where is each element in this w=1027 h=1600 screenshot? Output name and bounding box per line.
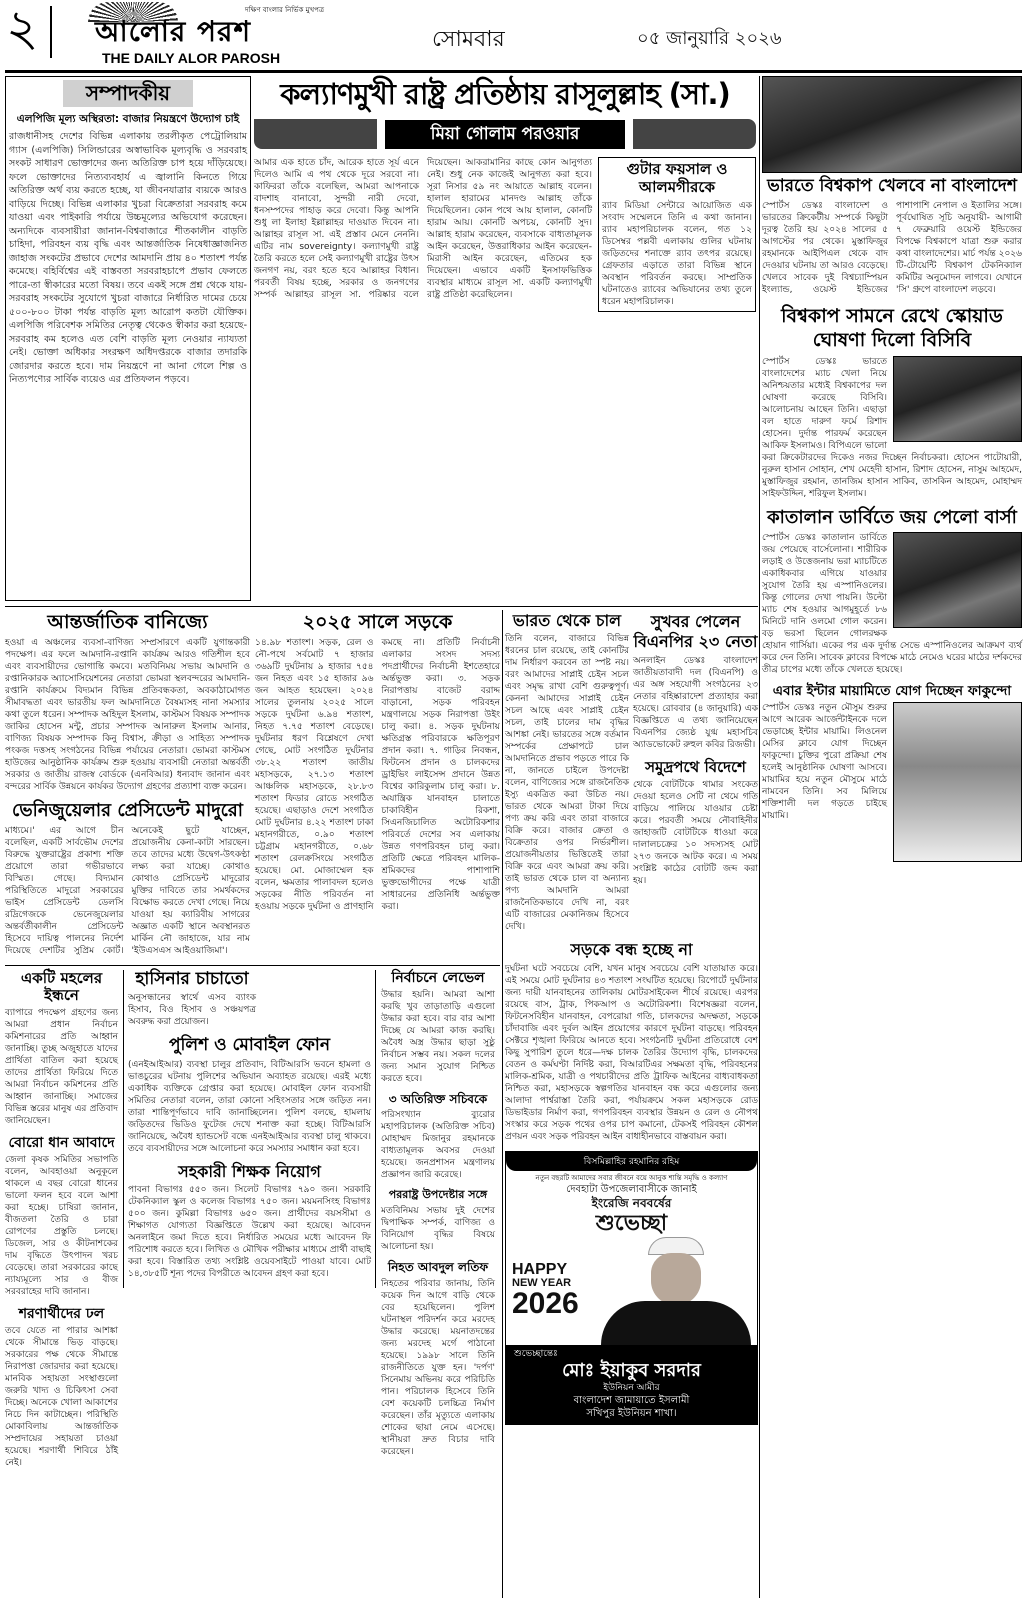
bnp-body: অনলাইন ডেস্কঃ বাংলাদেশ জাতীয়তাবাদী দল (বিএনপি) ও এর অঙ্গ সহযোগী সংগঠনের ২৩ নেতার বহিষ্কারাদেশ প্রত্যাহার করা হয়েছে। রোববার (৪ জানুয়ারি) এক বিজ্ঞপ্তিতে এ তথ্য জানিয়েছেন বিএনপির জ্যেষ্ঠ যুগ্ম মহাসচিব অ্যাডভোকেট রুহুল কবির রিজভী। [633,656,758,750]
ad-line3: ইংরেজি নববর্ষের [591,1195,672,1210]
sports-headline-3: কাতালান ডার্বিতে জয় পেলো বার্সা [767,506,1017,528]
inset-headline: গুটার ফয়সাল ও আলমগীরকে [626,160,728,196]
moholer-body: ব্যাপারে পদক্ষেপ গ্রহণের জন্য আমরা প্রধান নির্বাচন কমিশনারের প্রতি আহ্বান জানাচ্ছি। তুচ্ছ অজুহাতে যাদের প্রার্থিতা বাতিল করা হয়েছে তাদের প্রার্থিতা ফিরিয়ে দিতে আমরা নির্বাচন কমিশনের প্রতি আহ্বান জানাচ্ছি। সমাজের বিভিন্ন স্তরের মানুষ এর প্রতিবাদ জানিয়েছেন। [5,1008,118,1127]
editorial-box [5,76,251,601]
main-article [254,78,756,312]
badge-happy: HAPPY [512,1261,568,1279]
sports-body-2: স্পোর্টস ডেস্কঃ ভারতে বাংলাদেশের ম্যাচ খেলা নিয়ে অনিশ্চয়তার মধ্যেই বিশ্বকাপের দল ঘোষণা করেছে বিসিবি। আলোচনায় আছেন তিনি। এছাড়া বল হাতে দারুণ ফর্মে রিশাদ হোসেন। দুর্দান্ত পারফর্ম করেছেন আকিফ ইসলামও। বিপিএলে ভালো করা ক্রিকেটারদের দিকেও নজর দিচ্ছেন নির্বাচকরা। হোসেন পাটোয়ারী, নুরুল হাসান সোহান, শেখ মেহেদী হাসান, রিশাদ হোসেন, নাসুম আহমেদ, মুস্তাফিজুর রহমান, তানজিম হাসান সাকিব, তাসকিন আহমেদ, মোহাম্মদ সাইফউদ্দিন, শরিফুল ইসলাম। [762,356,1022,499]
editorial-body: রাজধানীসহ দেশের বিভিন্ন এলাকায় তরলীকৃত পেট্রোলিয়াম গ্যাস (এলপিজি) সিলিন্ডারের অস্বাভাবিক মূল্যবৃদ্ধি ও সরবরাহ সংকট সাধারণ ভোক্তাদের জন্য অতিরিক্ত চাপ হয়ে দাঁড়িয়েছে। ফলে ভোক্তাদের নিত্যব্যবহার্য এ জ্বালানি কিনতে গিয়ে অতিরিক্ত অর্থ ব্যয় করতে হচ্ছে, যা জীবনযাত্রার ব্যয়কে আরও বাড়িয়ে দিচ্ছে। বিভিন্ন এলাকার খুচরা বিক্রেতারা সরবরাহ কমে যাওয়া এবং পাইকারি পর্যায়ে উচ্চমূল্যের অভিযোগ করেছেন। অন্যদিকে ব্যবসায়ীরা জানান-বিশ্ববাজারে শীতকালীন বাড়তি চাহিদা, পরিবহন ব্যয় বৃদ্ধি এবং আন্তর্জাতিক নিষেধাজ্ঞাজনিত জাহাজ সংকটের প্রভাবে দেশের আমদানি প্রায় ৪০ শতাংশ পর্যন্ত কমেছে। বহির্বিশ্বের এই বাস্তবতা সরবরাহচাপে প্রভাব ফেলতে পারে-তা স্বীকারের মতো বিষয়। তবে একই সঙ্গে প্রশ্ন থেকে যায়-সরবরাহ সংকটের সুযোগে খুচরা বাজারে নির্ধারিত দামের চেয়ে ৫০০-৮০০ টাকা পর্যন্ত বাড়তি মূল্য আরোপ কতটা যৌক্তিক। এলপিজি পরিবেশক সমিতির নেতৃত্ব থেকেও স্বীকার করা হয়েছে-সরবরাহ কম হলেও এত বেশি বাড়তি মূল্য নেওয়ার ন্যায্যতা নেই। ভোক্তা অধিকার সংরক্ষণ অধিদপ্তরকে বাজার তদারকি জোরদার করতে হবে। দাম নিয়ন্ত্রণে না আনা গেলে শিল্প ও নিত্যপণ্যের সার্বিক ব্যয়েও এর প্রতিফলন পড়বে। [9,131,247,386]
hasina-headline: হাসিনার চাচাতো [135,968,249,989]
lower-left-area [5,612,500,1477]
date: ০৫ জানুয়ারি ২০২৬ [637,28,782,49]
cricket-photo [762,76,1022,173]
ad-footer [506,1345,757,1424]
ad-line1: নতুন বছরটি আমাদের সবার জীবনে বয়ে আনুক শান্তি সমৃদ্ধি ও কল্যাণ [535,1173,728,1182]
teacher-body: পাবনা বিভাগঃ ৫৫০ জন। সিলেট বিভাগঃ ৭৯০ জন। সরকারি টেকনিক্যাল স্কুল ও কলেজ বিভাগঃ ৭৫০ জন। ময়মনসিংহ বিভাগঃ ৫০০ জন। কুমিল্লা বিভাগঃ ৬৫০ জন। প্রার্থীদের বয়সসীমা ও শিক্ষাগত যোগ্যতা বিজ্ঞপ্তিতে উল্লেখ করা হয়েছে। আবেদন অনলাইনে জমা দিতে হবে। নির্ধারিত সময়ের মধ্যে আবেদন ফি পরিশোধ করতে হবে। লিখিত ও মৌখিক পরীক্ষার মাধ্যমে প্রার্থী বাছাই করা হবে। বিস্তারিত তথ্য সংশ্লিষ্ট ওয়েবসাইটে পাওয়া যাবে। মোট ১৪,৩৮৫টি শূন্য পদের বিপরীতে আবেদন গ্রহণ করা হবে। [128,1185,371,1280]
tagline: দক্ষিণ বাংলার নির্ভিক মুখপত্র [245,6,324,14]
foreign-headline: পররাষ্ট্র উপদেষ্টার সঙ্গে [388,1188,488,1202]
foreign-body: মতবিনিময় সভায় দুই দেশের দ্বিপাক্ষিক সম্পর্ক, বাণিজ্য ও বিনিয়োগ বৃদ্ধির বিষয়ে আলোচনা হয়। [381,1206,495,1253]
ad-branch: সখিপুর ইউনিয়ন শাখা। [586,1407,677,1419]
venezuela-headline: ভেনিজুয়েলার প্রেসিডেন্ট মাদুরো [11,799,244,821]
latif-headline: নিহত আবদুল লতিফ [387,1260,489,1275]
rice-headline: ভারত থেকে চাল [512,611,622,630]
sports-body-4: স্পোর্টস ডেস্কঃ নতুন মৌসুম শুরুর আগে আরেক আর্জেন্টাইনকে দলে ভেড়াচ্ছে ইন্টার মায়ামি। লিওনেল মেসির ক্লাবে যোগ দিচ্ছেন ফাকুন্দো। চুক্তির পুরো প্রক্রিয়া শেষ হলেই আনুষ্ঠানিক ঘোষণা আসবে। মায়ামির হয়ে নতুন মৌসুমে মাঠে নামবেন তিনি। সব মিলিয়ে শক্তিশালী দল গড়তে চাইছে মায়ামি। [762,703,887,822]
venezuela-body: মাধ্যমে।' এর আগে চীন বলেছিল, একটি সার্বভৌম দেশের বিরুদ্ধে যুক্তরাষ্ট্রের প্রকাশ্য শক্তি প্রয়োগে তারা গভীরভাবে বিস্মিত। গেছে। বিদ্যমান পরিস্থিতিতে মাদুরো সরকারের ভাইস প্রেসিডেন্ট ডেলসি রদ্রিগেজকে ভেনেজুয়েলার অন্তর্বর্তীকালীন প্রেসিডেন্ট হিসেবে দায়িত্ব পালনের নির্দেশ দিয়েছে দেশটির সুপ্রিম কোর্ট। অনেকেই ছুটে যাচ্ছেন, প্রয়োজনীয় কেনা-কাটা সারছেন। তবে তাদের মধ্যে উদ্বেগ-উৎকণ্ঠা লক্ষ্য করা যাচ্ছে। কোথাও কোথাও প্রেসিডেন্ট মাদুরোর মুক্তির দাবিতে তার সমর্থকদের বিক্ষোভ করতে দেখা গেছে। নিয়ে যাওয়া হয় ক্যারিবীয় সাগরের অজ্ঞাত একটি স্থানে অবস্থানরত মার্কিন নৌ জাহাজে, যার নাম 'ইউএসএস আইওয়াজিমা'। [5,825,250,956]
police-body: (এনইআইআর) ব্যবস্থা চালুর প্রতিবাদ, বিটিআরসি ভবনে হামলা ও ভাঙচুরের ঘটনায় পুলিশের অভিযান অব্যাহত রয়েছে। এরই মধ্যে একাধিক ব্যক্তিকে গ্রেপ্তার করা হয়েছে। মোবাইল ফোন ব্যবসায়ী সমিতির নেতারা বলেন, তারা কোনো সহিংসতার সঙ্গে জড়িত নন। তারা শান্তিপূর্ণভাবে দাবি জানাচ্ছিলেন। পুলিশ বলছে, হামলায় জড়িতদের ভিডিও ফুটেজ দেখে শনাক্ত করা হচ্ছে। বিটিআরসি জানিয়েছে, অবৈধ হ্যান্ডসেট বন্ধে এনইআইআর ব্যবস্থা চালু থাকবে। তবে ব্যবসায়ীদের সঙ্গে আলোচনা করে সমস্যার সমাধান করা হবে। [128,1059,371,1154]
road-headline: ২০২৫ সালে সড়কে [302,611,453,633]
football-photo [893,532,1022,628]
ad-line4: শুভেচ্ছা [595,1210,668,1236]
level-headline: নির্বাচনে লেভেল [391,969,485,986]
ad-role: ইউনিয়ন আমীর [603,1382,660,1393]
inset-body: র‍্যাব মিডিয়া সেন্টারে আয়োজিত এক সংবাদ সম্মেলনে তিনি এ কথা জানান। র‍্যাব মহাপরিচালক বলেন, গত ১২ ডিসেম্বর পল্লবী এলাকায় গুলির ঘটনায় জড়িতদের শনাক্তে র‍্যাব তৎপর রয়েছে। গ্রেফতার এড়াতে তারা বিভিন্ন স্থানে অবস্থান পরিবর্তন করছে। সাম্প্রতিক ঘটনাতেও র‍্যাবের অভিযানের তথ্য তুলে ধরেন মহাপরিচালক। [602,200,752,307]
weekday: সোমবার [432,27,505,52]
page-number: ২ [6,0,39,57]
ad-bismillah: বিসমিল্লাহির রহমানির রহিম [506,1152,757,1171]
road2-body: দুর্ঘটনা ঘটে সবচেয়ে বেশি, যখন মানুষ সবচেয়ে বেশি যাতায়াত করে। এই সময়ে মোট দুর্ঘটনার ৪৩ শতাংশ সংঘটিত হয়েছে। রিপোর্টে দুর্ঘটনার জন্য দায়ী যানবাহনের তালিকায় মোটরসাইকেল শীর্ষে রয়েছে। এরপর রয়েছে বাস, ট্রাক, পিকআপ ও অটোরিকশা। বিশেষজ্ঞরা বলেন, ফিটনেসবিহীন যানবাহন, বেপরোয়া গতি, চালকদের অদক্ষতা, সড়কে চাঁদাবাজি এবং দুর্বল আইন প্রয়োগের কারণে দুর্ঘটনা বাড়ছে। পরিবহন সেক্টরে শৃঙ্খলা ফিরিয়ে আনতে হবে। সংগঠনটি দুর্ঘটনা প্রতিরোধে বেশ কিছু সুপারিশ তুলে ধরে—দক্ষ চালক তৈরির উদ্যোগ বৃদ্ধি, চালকদের বেতন ও কর্মঘণ্টা নির্দিষ্ট করা, বিআরটিএর সক্ষমতা বৃদ্ধি, পরিবহনের মালিক-শ্রমিক, যাত্রী ও পথচারীদের প্রতি ট্রাফিক আইনের বাধ্যবাধকতা নিশ্চিত করা, মহাসড়কে স্বল্পগতির যানবাহন বন্ধ করে এগুলোর জন্য আলাদা পার্শ্বরাস্তা তৈরি করা, পর্যায়ক্রমে সকল মহাসড়কে রোড ডিভাইডার নির্মাণ করা, গণপরিবহন ব্যবস্থার উন্নয়ন ও রেল ও নৌপথ সংস্কার করে সড়ক পথের ওপর চাপ কমানো, টেকসই পরিবহন কৌশল প্রণয়ন এবং সড়ক পরিবহন আইন বাধাহীনভাবে বাস্তবায়ন করা। [505,963,758,1142]
main-headline: কল্যাণমুখী রাষ্ট্র প্রতিষ্ঠায় রাসূলুল্লাহ (সা.) [280,77,730,111]
ad-org: বাংলাদেশ জামায়াতে ইসলামী [573,1394,690,1406]
ad-name: মোঃ ইয়াকুব সরদার [562,1359,701,1381]
moholer-headline: একটি মহলের ইন্ধনে [20,968,103,1004]
sports-body-1: স্পোর্টস ডেস্কঃ বাংলাদেশ ও ভারতের ক্রিকেটীয় সম্পর্কে কিছুটা দূরত্ব তৈরি হয় ২০২৪ সালের ৫ আগস্টের পর থেকে। মুস্তাফিজুর রহমানকে আইপিএল থেকে বাদ দেওয়ার ঘটনায় তা আরও বেড়েছে। খেলবে সাবেক দুই বিশ্বচ্যাম্পিয়ন ইংল্যান্ড, ওয়েস্ট ইন্ডিজের পাশাপাশি নেপাল ও ইতালির সঙ্গে। পূর্বঘোষিত সূচি অনুযায়ী- আগামী ৭ ফেব্রুয়ারি ওয়েস্ট ইন্ডিজের বিপক্ষে বিশ্বকাপে যাত্রা শুরু করার কথা বাংলাদেশের। মার্চ পর্যন্ত ২০২৬ টি-টোয়েন্টি বিশ্বকাপ টেকনিক্যাল কমিটির অনুমোদন লাগবে। যেখানে 'সি' গ্রুপে বাংলাদেশ লড়বে। [762,200,1022,295]
road-body: ১৪.৯৮ শতাংশ। সড়ক, রেল ও নৌ-পথে সর্বমোট ৭ হাজার ৩৬৯টি দুর্ঘটনায় ৯ হাজার ৭৫৪ জন নিহত এবং ১৫ হাজার ৯৬ জন আহত হয়েছেন। ২০২৪ সালের তুলনায় ২০২৫ সালে সড়কে দুর্ঘটনা ৬.৯৪ শতাংশ, নিহত ৭.৭৫ শতাংশ বেড়েছে। দুর্ঘটনার ধরণ বিশ্লেষণে দেখা গেছে, মোট সংগঠিত দুর্ঘটনার ৩৮.২২ শতাংশ জাতীয় মহাসড়কে, ২৭.১৩ শতাংশ আঞ্চলিক মহাসড়কে, ২৮.৮৩ শতাংশ ফিডার রোডে সংগঠিত হয়েছে। এছাড়াও দেশে সংগঠিত মোট দুর্ঘটনার ৪.২২ শতাংশ ঢাকা মহানগরীতে, ০.৯০ শতাংশ চট্টগ্রাম মহানগরীতে, ০.৬৮ শতাংশ রেলক্রসিংয়ে সংগঠিত হয়েছে। মো. মোজাম্মেল হক বলেন, ক্ষমতার পালাবদল হলেও সড়কের নীতি পরিবর্তন না হওয়ায় সড়কে দুর্ঘটনা ও প্রাণহানি কমছে না। প্রতিটি নির্বাচনী এলাকার সংসদ সদস্য পদপ্রার্থীদের নির্বাচনী ইশতেহারে অর্ন্তভুক্ত করা। ৩. সড়ক নিরাপত্তায় বাজেট বরাদ্দ বাড়ানো, সড়ক পরিবহন মন্ত্রণালয়ে সড়ক নিরাপত্তা উইং চালু করা। ৪. সড়ক দুর্ঘটনায় ক্ষতিগ্রস্ত পরিবারকে ক্ষতিপূরণ প্রদান করা। ৭. গাড়ির নিবন্ধন, ফিটনেস প্রদান ও চালকদের ড্রাইভিং লাইসেন্স প্রদানে উন্নত বিশ্বের কারিকুলাম চালু করা। ৮. অযান্ত্রিক যানবাহন চালাতে চাকাবিহীন রিকশা, সিএনজিচালিত অটোরিকশার পরিবর্তে দেশের সব এলাকায় উন্নত গণপরিবহন চালু করা। প্রতিটি ক্ষেত্রে পরিবহন মালিক-শ্রমিকদের পাশাপাশি ভুক্তভোগীদের পক্ষে যাত্রী সাধারনের প্রতিনিধি অর্ন্তভুক্ত করা। [255,637,500,912]
sports-headline-1: ভারতে বিশ্বকাপ খেলবে না বাংলাদেশ [767,176,1017,196]
middle-right-area [505,612,758,1425]
ad-line2: দেবহাটা উপজেলাবাসীকে জানাই [566,1183,697,1195]
ad-from-label: শুভেচ্ছান্তেঃ [514,1348,558,1359]
latif-body: নিহতের পরিবার জানায়, তিনি কয়েক দিন আগে বাড়ি থেকে বের হয়েছিলেন। পুলিশ ঘটনাস্থল পরিদর্শন করে মরদেহ উদ্ধার করেছে। ময়নাতদন্তের জন্য মরদেহ মর্গে পাঠানো হয়েছে। ১৯৯৮ সালে তিনি রাজনীতিতে যুক্ত হন। 'দর্পণ' সিনেমায় অভিনয় করে পরিচিতি পান। পরিচালক হিসেবে তিনি বেশ কয়েকটি চলচ্চিত্র নির্মাণ করেছেন। তাঁর মৃত্যুতে এলাকায় শোকের ছায়া নেমে এসেছে। স্থানীয়রা দ্রুত বিচার দাবি করেছেন। [381,1278,495,1457]
level-body: উদ্ধার হয়নি। আমরা আশা করছি খুব তাড়াতাড়ি এগুলো উদ্ধার করা হবে। বার বার আশা দিচ্ছে যে আমরা কাজ করছি। অবৈধ অস্ত্র উদ্ধার ছাড়া সুষ্ঠু নির্বাচন সম্ভব নয়। সকল দলের জন্য সমান সুযোগ নিশ্চিত করতে হবে। [381,989,495,1084]
hasina-body: অনুসন্ধানের স্বার্থে এসব ব্যাংক হিসাব, বিও হিসাব ও সঞ্চয়পত্র অবরুদ্ধ করা প্রয়োজন। [128,993,256,1028]
newspaper-title: আলোর পরশ [95,15,252,48]
boro-headline: বোরো ধান আবাদে [8,1135,115,1152]
new-year-ad [505,1151,758,1425]
main-body: আমার এক হাতে চাঁদ, আরেক হাতে সূর্য এনে দিলেও আমি এ পথ থেকে দূরে সরবো না। কাফিররা তাঁকে বলেছিল, আমরা আপনাকে বাদশাহ বানাবো, সুন্দরী নারী দেবো, ধনসম্পদের পাহাড় করে দেবো। কিন্তু আপনি শুধু লা ইলাহা ইল্লাল্লাহর দাওয়াত দিবেন না। আল্লাহর রাসূল সা. এই প্রস্তাব মেনে নেননি। এটির নাম sovereignty। কল্যাণমুখী রাষ্ট্র তৈরি করতে হলে সেই কল্যাণমুখী রাষ্ট্রের উৎস জনগণ নয়, বরং হতে হবে আল্লাহর বিধান। পরবর্তী বিষয় হচ্ছে, সরকার ও জনগণের সম্পর্ক আল্লাহর রাসূল সা. পরিষ্কার বলে দিয়েছেন। আকরামানির কাছে কোন আনুগত্য নেই। শুধু নেক কাজেই আনুগত্য করা হবে। সূরা নিসার ৫৯ নং আয়াতে আল্লাহ বলেন। হালাল হারামের মানদণ্ড আল্লাহ তাঁকে দিয়েছিলেন। কোন পথে আয় হালাল, কোনটি হারাম আয়। কোনটি অপচয়, কোনটি সুদ। আল্লাহ হারাম করেছেন, ব্যবসাকে বাধ্যতামূলক আইন করেছেন, উত্তরাধিকার আইন করেছেন-মিরাসী আইন করেছেন, এতিমের হক দিয়েছেন। এভাবে একটি ইনসাফভিত্তিক ব্যবস্থার মাধ্যমে রাসূল সা. একটি কল্যাণমুখী রাষ্ট্র প্রতিষ্ঠা করেছিলেন। [254,158,592,301]
police-headline: পুলিশ ও মোবাইল ফোন [169,1035,330,1056]
editorial-label: সম্পাদকীয় [63,80,193,107]
team-photo [893,356,1022,442]
trade-body: হওয়া এ অঞ্চলের ব্যবসা-বাণিজ্য সম্প্রসারণে একটি যুগান্তকারী পদক্ষেপ। এর ফলে আমদানি-রপ্তানি কার্যক্রম আরও গতিশীল হবে এবং ব্যবসায়ীদের ভোগান্তি কমবে। মতবিনিময় সভায় আমদানি ও রপ্তানিকারক অ্যাসোসিয়েশনের নেতারা ভোমরা স্থলবন্দরের আমদানি-রপ্তানি কার্যক্রমে বিদ্যমান বিভিন্ন প্রতিবন্ধকতা, অবকাঠামোগত সীমাবদ্ধতা এবং ভারতীয় ফল আমদানিতে বৈষম্যসহ নানা সমস্যার কথা তুলে ধরেন। সম্পাদক অহিদুল ইসলাম, কাস্টমস বিষয়ক সম্পাদক জাকির হোসেন মন্টু, প্রচার সম্পাদক আনারুল ইসলাম আনার, বাণিজ্য বিষয়ক সম্পাদক কিনু বিশ্বাস, ক্রীড়া ও সাহিত্য সম্পাদক পংকজ দত্তসহ সংগঠনের বিভিন্ন পর্যায়ের নেতারা। ভোমরা কাস্টমস হাউজের আনুষ্ঠানিক কার্যক্রম শুরু হওয়ায় ব্যবসায়ী নেতারা অন্তর্বর্তী সরকার ও জাতীয় রাজস্ব বোর্ডকে (এনবিআর) ধন্যবাদ জানান এবং বন্দরের সার্বিক উন্নয়নে কার্যকর উদ্যোগ গ্রহণের প্রত্যাশা ব্যক্ত করেন। [5,637,250,792]
secretary-body: পরিসংখ্যান ব্যুরোর মহাপরিচালক (অতিরিক্ত সচিব) মোহাম্মদ মিজানুর রহমানকে বাধ্যতামূলক অবসর দেওয়া হয়েছে। জনপ্রশাসন মন্ত্রণালয় প্রজ্ঞাপন জারি করেছে। [381,1110,495,1181]
refugee-body: তবে যেতে না পারার আশঙ্কা থেকে সীমান্তে ভিড় বাড়ছে। সরকারের পক্ষ থেকে সীমান্তে নিরাপত্তা জোরদার করা হয়েছে। মানবিক সহায়তা সংস্থাগুলো জরুরি খাদ্য ও চিকিৎসা সেবা দিচ্ছে। অনেকে খোলা আকাশের নিচে দিন কাটাচ্ছেন। পরিস্থিতি মোকাবিলায় আন্তর্জাতিক সম্প্রদায়ের সহায়তা চাওয়া হয়েছে। শরণার্থী শিবিরে ঠাঁই নেই। [5,1326,118,1469]
ad-badge [506,1262,601,1319]
sports-column [762,76,1022,874]
teacher-headline: সহকারী শিক্ষক নিয়োগ [178,1161,321,1181]
sports-headline-4: এবার ইন্টার মায়ামিতে যোগ দিচ্ছেন ফাকুন্দো [772,682,1012,699]
player-photo [893,702,1022,862]
boro-body: জেলা কৃষক সমিতির সভাপতি বলেন, আবহাওয়া অনুকূলে থাকলে এ বছর বোরো ধানের ভালো ফলন হবে বলে আশা করা হচ্ছে। চাষিরা জানান, বীজতলা তৈরি ও চারা রোপণের প্রস্তুতি চলছে। ডিজেল, সার ও কীটনাশকের দাম বৃদ্ধিতে উৎপাদন খরচ বেড়েছে। তারা সরকারের কাছে ন্যায্যমূল্যে সার ও বীজ সরবরাহের দাবি জানান। [5,1155,118,1298]
bnp-headline: সুখবর পেলেন বিএনপির ২৩ নেতা [633,612,758,651]
road2-headline: সড়কে বন্ধ হচ্ছে না [570,940,693,960]
secretary-headline: ৩ অতিরিক্ত সচিবকে [388,1091,488,1106]
badge-new-year: NEW YEAR [512,1277,572,1290]
rice-body: তিনি বলেন, বাজারে বিভিন্ন ধরনের চাল রয়েছে, তাই কোনটির দাম নির্ধারণ করবেন তা স্পষ্ট নয়। বরং আমাদের সাপ্লাই চেইন সচল এবং সমৃদ্ধ রাখা বেশি গুরুত্বপূর্ণ। কেননা আমাদের সাপ্লাই চেইন সচল আছে এবং সাপ্লাই চেইন সচল, তাই চালের দাম বৃদ্ধির আশঙ্কা নেই। ভারতের সঙ্গে বর্তমান সম্পর্কের প্রেক্ষাপটে চাল আমদানিতে প্রভাব পড়তে পারে কি না, জানতে চাইলে উপদেষ্টা বলেন, বাণিজ্যের সঙ্গে রাজনৈতিক ইস্যু একত্রিত করা উচিত নয়। ভারত থেকে আমরা টাকা দিয়ে পণ্য ক্রয় করি এবং তারা বাজারে বিক্রি করে। বাজার ক্রেতা ও বিক্রেতার ওপর নির্ভরশীল। প্রয়োজনীয়তার ভিত্তিতেই তারা বিক্রি করে এবং আমরা ক্রয় করি। তাই ভারত থেকে চাল বা অন্যান্য পণ্য আমদানি আমরা রাজনৈতিকভাবে দেখি না, বরং এটি বাজারের মেকানিজম হিসেবে দেখি। [505,634,629,933]
editorial-headline: এলপিজি মূল্য অস্থিরতা: বাজার নিয়ন্ত্রণে উদ্যোগ চাই [16,113,240,125]
sports-body-3: স্পোর্টস ডেস্কঃ কাতালান ডার্বিতে জয় পেয়েছে বার্সেলোনা। শারীরিক লড়াই ও উত্তেজনায় ভরা ম্যাচটিতে একাধিকবার এগিয়ে যাওয়ার সুযোগ তৈরি হয় এস্পানিওলের। কিন্তু গোলের দেখা পায়নি। উল্টো ম্যাচ শেষ হওয়ার আগমুহূর্তে ৮৬ মিনিটে দানি ওলমো গোল করেন। বড় ভরসা ছিলেন গোলরক্ষক হোয়ান গার্সিয়া। একের পর এক দুর্দান্ত সেভে এস্পানিওলের আক্রমণ ব্যর্থ করে দেন তিনি। সাবেক ক্লাবের বিপক্ষে মাঠে নেমেও ঘরের মাঠের দর্শকদের তীব্র চাপের মধ্যে তাঁকে খেলতে হয়েছে। [762,532,1022,675]
refugee-headline: শরণার্থীদের ঢল [18,1306,105,1323]
byline: মিয়া গোলাম পরওয়ার [385,120,625,150]
masthead [0,0,1027,66]
badge-year: 2026 [512,1287,579,1321]
trade-headline: আন্তর্জাতিক বানিজ্যে [47,611,208,633]
sports-headline-2: বিশ্বকাপ সামনে রেখে স্কোয়াড ঘোষণা দিলো বিসিবি [781,304,1003,352]
sea-headline: সমুদ্রপথে বিদেশে [645,758,746,776]
newspaper-title-english: THE DAILY ALOR PAROSH [102,50,281,66]
portrait [601,1237,751,1345]
sea-body: থেকে বোটটিকে থামার সংকেত দেওয়া হলেও সেটি না থেমে গতি বাড়িয়ে পালিয়ে যাওয়ার চেষ্টা করে। পরবর্তী সময়ে নৌবাহিনীর জাহাজটি বোটটিকে ধাওয়া করে দালালচক্রের ১০ সদস্যসহ মোট ২৭৩ জনকে আটক করে। এ সময় সংশ্লিষ্ট কাঠের বোটটি জব্দ করা হয়। [633,780,758,887]
inset-article [598,157,756,312]
